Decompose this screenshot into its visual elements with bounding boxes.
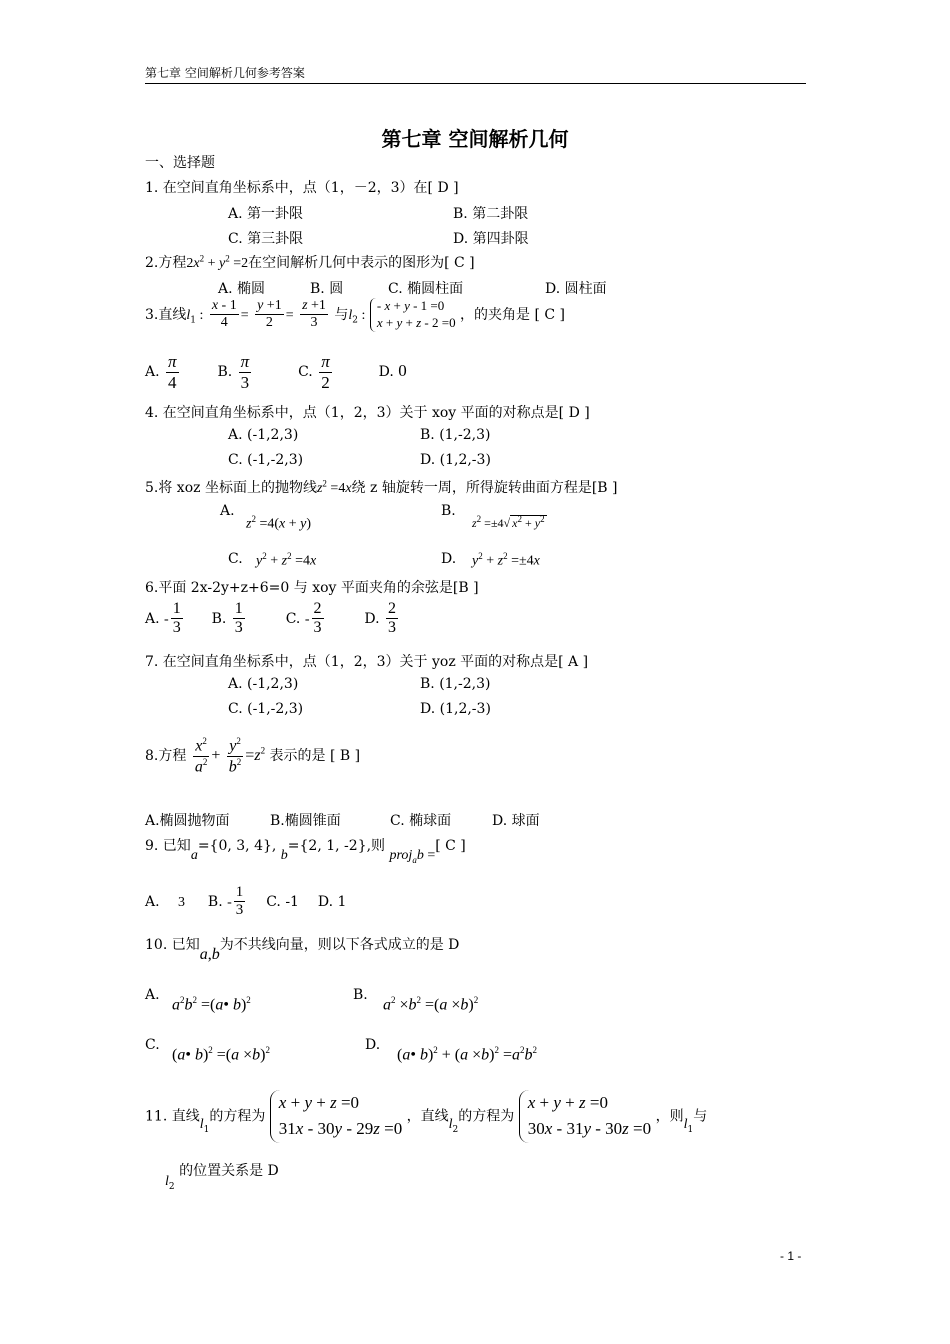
q3-stem: 3.直线$l_1$ : $\frac{x - 1}{4}$ = $\frac{y +1}{2}$ = $\frac{z +1}{3}$ 与$l_2$ : - x + y - 1 =0 x + y + z - 2 =0 ，的夹角是 [ C ]: [145, 298, 566, 331]
q9-option-a-label: A.: [145, 893, 160, 910]
q11-text-3: 的方程为: [458, 1108, 515, 1125]
q9-answer: [ C ]: [435, 838, 466, 854]
q3-mid: 与: [334, 306, 349, 323]
q10-option-c-eq: (a• $b)^2 =(a \times b)^2$: [172, 1045, 270, 1064]
q5-option-d-eq: $y^2 + z^2 =\pm 4x$: [472, 551, 540, 569]
q1-stem: 1. 在空间直角坐标系中，点（1，－2，3）在[ D ]: [145, 180, 459, 196]
section-heading: 一、选择题: [145, 155, 215, 171]
q7-option-a: A. (-1,2,3): [228, 676, 299, 692]
q2-option-c: C. 椭圆柱面: [388, 281, 464, 297]
q3-option-d-label: D.: [378, 364, 394, 381]
q11-text-5: 与: [693, 1108, 708, 1125]
q9-option-b-label: B.: [207, 893, 223, 910]
q5-option-a-eq: $z^2 =4(x + y)$: [246, 514, 312, 532]
q5-option-a-label: A.: [220, 503, 235, 519]
q5-parabola: $z^2 =4x$: [316, 478, 352, 496]
q2-prefix: 2.方程: [145, 255, 187, 271]
q6-option-a-label: A.: [145, 610, 160, 627]
q5-prefix: 5.将 xoz 坐标面上的抛物线: [145, 480, 317, 496]
q11-stem: 11. 直线$l_1$的方程为 x + y + z =0 31x - 30y - 29z =0 ，直线$l_2$的方程为 x + y + z =0 30x - 31y - 30z =0 ，则$l_1$与: [145, 1090, 707, 1143]
q11-text-2: ，直线: [406, 1108, 449, 1125]
q9-option-d: D. 1: [317, 893, 347, 910]
q3-option-d-value: 0: [398, 361, 407, 381]
q3-option-b-label: B.: [217, 364, 233, 381]
q3-prefix: 3.直线: [145, 306, 187, 323]
q5-suffix: 绕 z 轴旋转一周，所得旋转曲面方程是[B ]: [351, 480, 618, 496]
q6-option-c-frac: $\frac{2}{3}$: [313, 600, 322, 637]
q6-option-c-label: C.: [285, 610, 301, 627]
q9-option-b-frac: $\frac{1}{3}$: [235, 884, 244, 919]
q1-option-c: C. 第三卦限: [228, 231, 304, 247]
q8-frac-x: $\frac{x^2}{a^2}$: [194, 736, 208, 776]
q10-vectors: a,b: [199, 946, 220, 963]
q8-prefix: 8.方程: [145, 748, 187, 765]
q9-a-def: ={0, 3, 4},: [197, 838, 277, 854]
q3-line1-frac-y: $\frac{y +1}{2}$: [257, 298, 282, 331]
q2-stem: [145, 252, 475, 272]
q6-stem: 6.平面 2x-2y+z+6=0 与 xoy 平面夹角的余弦是[B ]: [145, 580, 479, 596]
q9-options: A. 3 B. - $\frac{1}{3}$ C. -1 D. 1: [145, 884, 347, 919]
q7-option-d: D. (1,2,-3): [420, 701, 491, 717]
q9-projection: proj$_a$b =: [389, 848, 436, 865]
q10-suffix: 为不共线向量，则以下各式成立的是 D: [219, 937, 460, 953]
q5-stem: [145, 477, 617, 497]
q4-option-d: D. (1,2,-3): [420, 452, 491, 468]
q10-option-c-label: C.: [145, 1037, 160, 1053]
q8-suffix: 表示的是 [ B ]: [269, 748, 361, 765]
q11-line2-system: x + y + z =0 30x - 31y - 30z =0: [519, 1090, 651, 1143]
q3-option-a-frac: $\frac{\pi}{4}$: [168, 352, 177, 392]
q10-option-b-label: B.: [353, 987, 368, 1003]
q8-option-b: B.椭圆锥面: [270, 813, 341, 829]
header-rule: [145, 83, 806, 84]
q8-stem: 8.方程 $\frac{x^2}{a^2}$ + $\frac{y^2}{b^2}$ $=z^2$ 表示的是 [ B ]: [145, 736, 361, 776]
q2-option-d: D. 圆柱面: [545, 281, 607, 297]
q11-text-4: ，则: [655, 1108, 684, 1125]
q11-prefix: 11. 直线: [145, 1108, 200, 1125]
q1-option-d: D. 第四卦限: [453, 231, 529, 247]
q10-stem: [145, 934, 460, 963]
q8-option-c: C. 椭球面: [390, 813, 452, 829]
q6-option-d-label: D.: [364, 610, 380, 627]
q3-suffix: ，的夹角是 [ C ]: [460, 306, 566, 323]
q6-option-b-label: B.: [211, 610, 227, 627]
q5-option-b-eq: $z^2 =\pm 4√$ $x^2 + y^2$: [472, 514, 545, 530]
q10-option-a-label: A.: [145, 987, 160, 1003]
q5-option-b-label: B.: [441, 503, 456, 519]
q11-line1-system: x + y + z =0 31x - 30y - 29z =0: [270, 1090, 402, 1143]
q9-option-a-value: 3: [178, 894, 186, 910]
q3-option-b-frac: $\frac{\pi}{3}$: [240, 352, 250, 392]
q8-option-a: A.椭圆抛物面: [145, 813, 230, 829]
q9-stem: 9. 已知a={0, 3, 4}, b={2, 1, -2},则 proj$_a$b =[ C ]: [145, 838, 466, 865]
q9-b-def: ={2, 1, -2},则: [287, 838, 386, 854]
q4-option-a: A. (-1,2,3): [228, 427, 299, 443]
q3-option-a-label: A.: [145, 364, 160, 381]
q7-stem: 7. 在空间直角坐标系中，点（1，2，3）关于 yoz 平面的对称点是[ A ]: [145, 654, 589, 670]
q6-option-d-frac: $\frac{2}{3}$: [388, 600, 397, 637]
q11-text-6: 的位置关系是 D: [179, 1163, 279, 1179]
q3-options: [145, 352, 407, 392]
q3-option-c-label: C.: [298, 364, 313, 381]
q6-options: A. - $\frac{1}{3}$ B. $\frac{1}{3}$ C. - $\frac{2}{3}$ D. $\frac{2}{3}$: [145, 600, 397, 637]
q7-option-b: B. (1,-2,3): [420, 676, 491, 692]
q6-option-b-frac: $\frac{1}{3}$: [234, 600, 243, 637]
q11-continuation: $l_2$ 的位置关系是 D: [165, 1163, 279, 1192]
page-number: - 1 -: [780, 1249, 802, 1263]
q9-prefix: 9. 已知: [145, 838, 191, 854]
q4-option-c: C. (-1,-2,3): [228, 452, 304, 468]
q3-line1-frac-x: $\frac{x - 1}{4}$: [211, 298, 237, 331]
q3-line1-frac-z: $\frac{z +1}{3}$: [302, 298, 326, 331]
running-header: 第七章 空间解析几何参考答案: [145, 66, 305, 80]
q4-stem: 4. 在空间直角坐标系中，点（1，2，3）关于 xoy 平面的对称点是[ D ]: [145, 405, 590, 421]
q3-line2-system: - x + y - 1 =0 x + y + z - 2 =0: [370, 298, 456, 332]
q8-option-d: D. 球面: [492, 813, 540, 829]
q6-option-a-frac: $\frac{1}{3}$: [172, 600, 181, 637]
page-title: 第七章 空间解析几何: [381, 127, 569, 151]
q2-option-a: A. 椭圆: [218, 281, 266, 297]
q10-option-d-eq: (a• $b)^2 + (a \times b)^2 =a^2b^2$: [397, 1045, 538, 1064]
q5-option-c-eq: $y^2 + z^2 =4x$: [256, 551, 317, 569]
q5-option-c-label: C.: [228, 551, 243, 567]
q3-option-c-frac: $\frac{\pi}{2}$: [321, 352, 330, 392]
q9-option-c: C. -1: [266, 893, 299, 910]
q10-option-d-label: D.: [365, 1037, 381, 1053]
q4-option-b: B. (1,-2,3): [420, 427, 491, 443]
q2-equation: $2x^2 + y^2 =2$: [186, 253, 249, 271]
q10-option-a-eq: $a^2b^2$ =(a• b)$^2$: [172, 995, 251, 1014]
q2-suffix: 在空间解析几何中表示的图形为[ C ]: [248, 255, 475, 271]
q10-option-b-eq: $a^2 \times b^2 =(a \times b)^2$: [383, 995, 479, 1014]
q7-option-c: C. (-1,-2,3): [228, 701, 304, 717]
q2-option-b: B. 圆: [310, 281, 344, 297]
q1-option-a: A. 第一卦限: [228, 206, 304, 222]
q1-option-b: B. 第二卦限: [453, 206, 529, 222]
q5-option-d-label: D.: [441, 551, 457, 567]
q8-frac-y: $\frac{y^2}{b^2}$: [228, 736, 242, 776]
q11-text-1: 的方程为: [209, 1108, 266, 1125]
q10-prefix: 10. 已知: [145, 937, 200, 953]
